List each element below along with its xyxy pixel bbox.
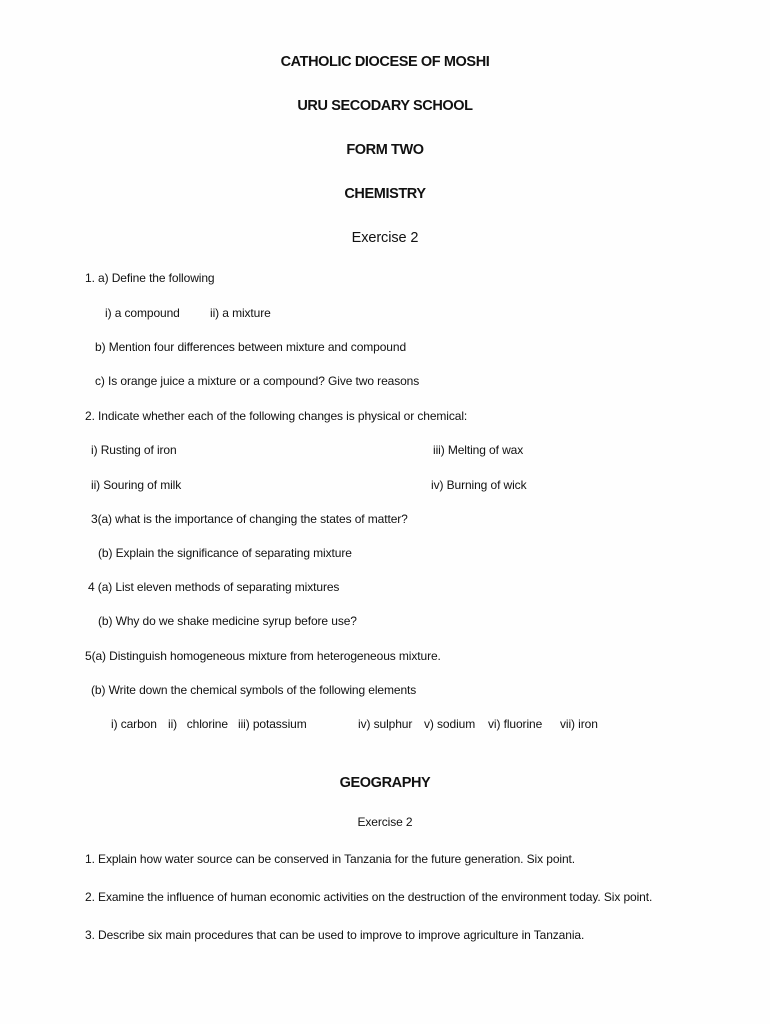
geography-exercise-label: Exercise 2: [357, 815, 413, 829]
geography-question-1: 1. Explain how water source can be conserved in Tanzania for the future generation. Six point.: [85, 852, 576, 866]
question-2-iv: iv) Burning of wick: [431, 478, 527, 492]
geography-question-3: 3. Describe six main procedures that can be used to improve to improve agriculture in Tanzania.: [85, 928, 585, 942]
element-iron: vii) iron: [560, 717, 598, 731]
geography-title: GEOGRAPHY: [339, 775, 431, 791]
geography-question-2: 2. Examine the influence of human economic activities on the destruction of the environment today. Six point.: [85, 890, 653, 904]
question-1c: c) Is orange juice a mixture or a compound? Give two reasons: [95, 374, 420, 388]
question-1a-ii: ii) a mixture: [210, 306, 271, 320]
element-sulphur: iv) sulphur: [358, 717, 413, 731]
question-2-i: i) Rusting of iron: [91, 443, 177, 457]
element-potassium: iii) potassium: [238, 717, 307, 731]
element-chlorine: ii) chlorine: [168, 717, 228, 731]
element-carbon: i) carbon: [111, 717, 157, 731]
question-1a: 1. a) Define the following: [85, 271, 215, 285]
question-5b: (b) Write down the chemical symbols of the following elements: [91, 683, 417, 697]
question-3b: (b) Explain the significance of separating mixture: [98, 546, 352, 560]
question-3a: 3(a) what is the importance of changing the states of matter?: [91, 512, 408, 526]
element-fluorine: vi) fluorine: [488, 717, 543, 731]
diocese-heading: CATHOLIC DIOCESE OF MOSHI: [280, 54, 490, 70]
question-4a: 4 (a) List eleven methods of separating mixtures: [88, 580, 340, 594]
question-2-ii: ii) Souring of milk: [91, 478, 182, 492]
question-2-iii: iii) Melting of wax: [433, 443, 524, 457]
chemistry-exercise-label: Exercise 2: [351, 230, 419, 246]
question-4b: (b) Why do we shake medicine syrup before use?: [98, 614, 357, 628]
element-sodium: v) sodium: [424, 717, 476, 731]
chemistry-title: CHEMISTRY: [344, 186, 426, 202]
question-1b: b) Mention four differences between mixture and compound: [95, 340, 407, 354]
question-1a-i: i) a compound: [105, 306, 180, 320]
form-heading: FORM TWO: [346, 142, 424, 158]
school-heading: URU SECODARY SCHOOL: [297, 98, 473, 114]
question-5a: 5(a) Distinguish homogeneous mixture from heterogeneous mixture.: [85, 649, 441, 663]
question-2-stem: 2. Indicate whether each of the following changes is physical or chemical:: [85, 409, 468, 423]
